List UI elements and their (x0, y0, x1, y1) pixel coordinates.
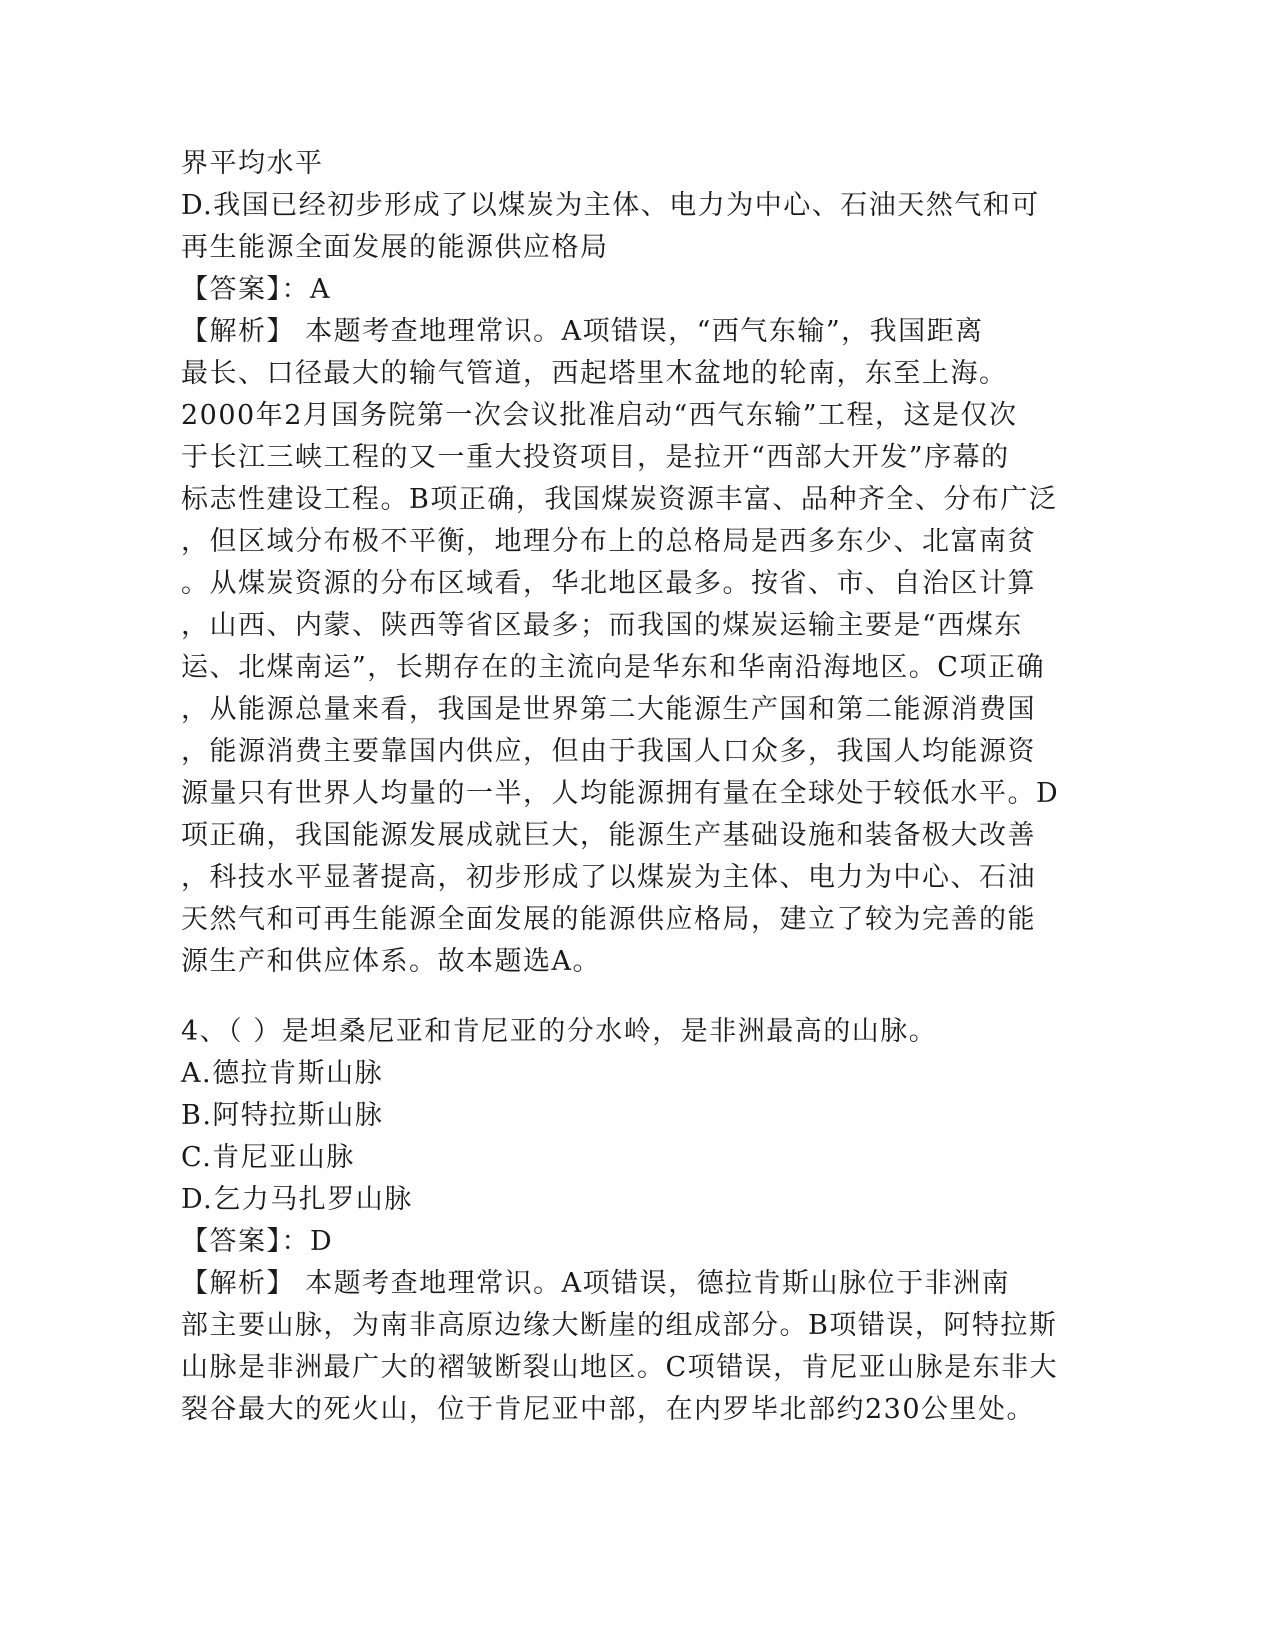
option-c: C.肯尼亚山脉 (181, 1142, 355, 1173)
text-line: ，科技水平显著提高，初步形成了以煤炭为主体、电力为中心、石油 (181, 862, 1036, 893)
text-line: ，从能源总量来看，我国是世界第二大能源生产国和第二能源消费国 (181, 694, 1036, 725)
text-line: 最长、口径最大的输气管道，西起塔里木盆地的轮南，东至上海。 (181, 358, 1008, 389)
text-line: 裂谷最大的死火山，位于肯尼亚中部，在内罗毕北部约230公里处。 (181, 1394, 1036, 1425)
option-d: D.我国已经初步形成了以煤炭为主体、电力为中心、石油天然气和可 (181, 190, 1040, 221)
text-line: 运、北煤南运”，长期存在的主流向是华东和华南沿海地区。C项正确 (181, 652, 1045, 683)
text-line: ，山西、内蒙、陕西等省区最多；而我国的煤炭运输主要是“西煤东 (181, 610, 1023, 641)
question-4-stem: 4、（ ）是坦桑尼亚和肯尼亚的分水岭，是非洲最高的山脉。 (181, 1016, 938, 1047)
option-d: D.乞力马扎罗山脉 (181, 1184, 413, 1215)
text-line: 源生产和供应体系。故本题选A。 (181, 946, 601, 977)
text-line: 源量只有世界人均量的一半，人均能源拥有量在全球处于较低水平。D (181, 778, 1060, 809)
text-line: 项正确，我国能源发展成就巨大，能源生产基础设施和装备极大改善 (181, 820, 1036, 851)
paragraph-spacer (181, 983, 1061, 1011)
answer-line: 【答案】：A (181, 274, 331, 305)
text-line: 天然气和可再生能源全面发展的能源供应格局，建立了较为完善的能 (181, 904, 1036, 935)
text-block-question-4 (181, 1011, 1061, 1431)
text-line: 于长江三峡工程的又一重大投资项目，是拉开“西部大开发”序幕的 (181, 442, 1010, 473)
text-line: ，能源消费主要靠国内供应，但由于我国人口众多，我国人均能源资 (181, 736, 1036, 767)
analysis-line: 【解析】 本题考查地理常识。A项错误，“西气东输”，我国距离 (181, 316, 984, 347)
text-line: 山脉是非洲最广大的褶皱断裂山地区。C项错误，肯尼亚山脉是东非大 (181, 1352, 1059, 1383)
text-line: 再生能源全面发展的能源供应格局 (181, 232, 609, 263)
text-block-question-3-tail (181, 143, 1061, 983)
text-line: 部主要山脉，为南非高原边缘大断崖的组成部分。B项错误，阿特拉斯 (181, 1310, 1058, 1341)
option-a: A.德拉肯斯山脉 (181, 1058, 384, 1089)
text-line: 2000年2月国务院第一次会议批准启动“西气东输”工程，这是仅次 (181, 400, 1018, 431)
text-line: 界平均水平 (181, 148, 324, 179)
answer-line: 【答案】：D (181, 1226, 334, 1257)
analysis-line: 【解析】 本题考查地理常识。A项错误，德拉肯斯山脉位于非洲南 (181, 1268, 1011, 1299)
document-page (181, 143, 1061, 1431)
option-b: B.阿特拉斯山脉 (181, 1100, 384, 1131)
text-line: 。从煤炭资源的分布区域看，华北地区最多。按省、市、自治区计算 (181, 568, 1036, 599)
text-line: ，但区域分布极不平衡，地理分布上的总格局是西多东少、北富南贫 (181, 526, 1036, 557)
text-line: 标志性建设工程。B项正确，我国煤炭资源丰富、品种齐全、分布广泛 (181, 484, 1058, 515)
